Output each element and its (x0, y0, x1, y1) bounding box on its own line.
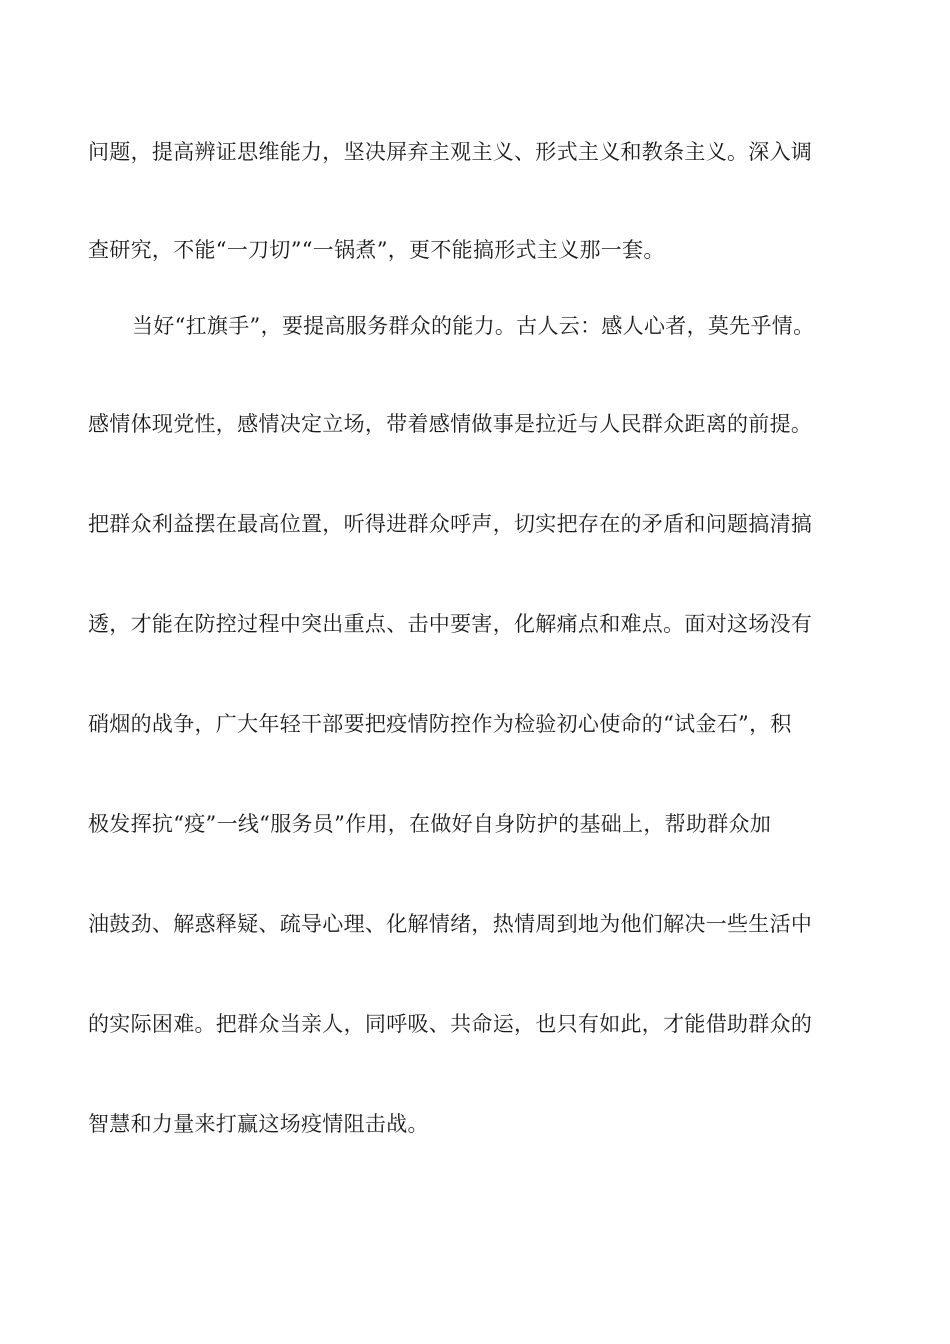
text-line: 智慧和力量来打赢这场疫情阻击战。 (88, 1112, 429, 1136)
text-line: 问题，提高辨证思维能力，坚决屏弃主观主义、形式主义和教条主义。深入调 (88, 140, 813, 164)
paragraph-start-line: 当好“扛旗手”，要提高服务群众的能力。古人云：感人心者，莫先乎情。 (132, 314, 815, 338)
text-line: 的实际困难。把群众当亲人，同呼吸、共命运，也只有如此，才能借助群众的 (88, 1012, 813, 1036)
text-line: 油鼓劲、解惑释疑、疏导心理、化解情绪，热情周到地为他们解决一些生活中 (88, 912, 813, 936)
text-line: 透，才能在防控过程中突出重点、击中要害，化解痛点和难点。面对这场没有 (88, 612, 813, 636)
text-line: 把群众利益摆在最高位置，听得进群众呼声，切实把存在的矛盾和问题搞清搞 (88, 512, 813, 536)
text-line: 查研究，不能“一刀切”“一锅煮”，更不能搞形式主义那一套。 (88, 238, 665, 262)
text-line: 极发挥抗“疫”一线“服务员”作用，在做好自身防护的基础上，帮助群众加 (88, 812, 772, 836)
text-line: 感情体现党性，感情决定立场，带着感情做事是拉近与人民群众距离的前提。 (88, 412, 813, 436)
text-line: 硝烟的战争，广大年轻干部要把疫情防控作为检验初心使命的“试金石”，积 (88, 712, 792, 736)
